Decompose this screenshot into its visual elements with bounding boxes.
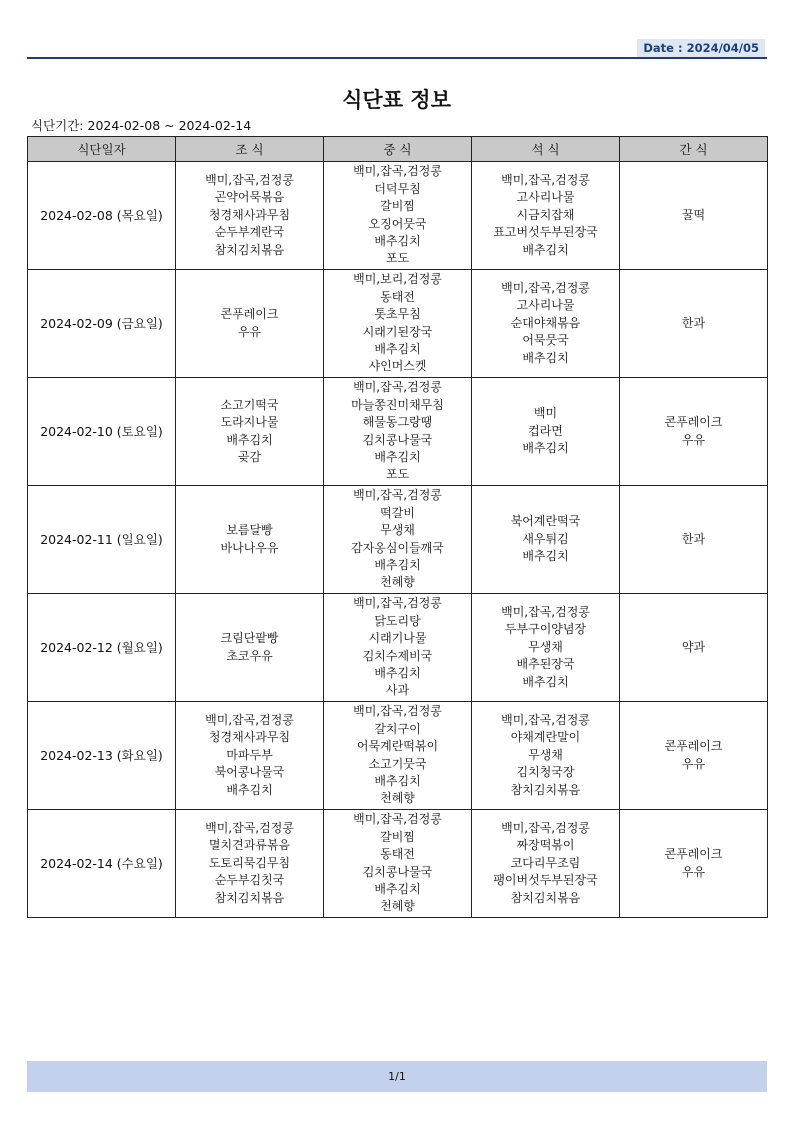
menu-item: 김치수제비국 xyxy=(362,648,433,663)
table-row xyxy=(28,270,768,378)
menu-item: 고사리나물 xyxy=(516,298,575,313)
snack-cell xyxy=(620,162,768,270)
menu-item: 김치콩나물국 xyxy=(362,432,433,447)
dinner-cell xyxy=(472,702,620,810)
menu-item: 갈비찜 xyxy=(380,199,415,214)
meal-date-cell: 2024-02-12 (월요일) xyxy=(28,594,176,702)
meal-period xyxy=(31,116,251,134)
table-row xyxy=(28,162,768,270)
menu-item: 참치김치볶음 xyxy=(510,890,581,905)
menu-item: 참치김치볶음 xyxy=(214,890,285,905)
menu-item: 콘푸레이크 xyxy=(664,847,723,862)
menu-item: 북어콩나물국 xyxy=(214,765,285,780)
meal-date-cell: 2024-02-09 (금요일) xyxy=(28,270,176,378)
menu-item: 닭도리탕 xyxy=(374,613,421,628)
dinner-cell xyxy=(472,486,620,594)
menu-item: 배추김치 xyxy=(522,674,569,689)
menu-item: 떡갈비 xyxy=(380,505,415,520)
menu-item: 배추김치 xyxy=(522,549,569,564)
menu-item: 시래기나물 xyxy=(368,631,427,646)
menu-item: 동태전 xyxy=(380,289,415,304)
menu-item: 마파두부 xyxy=(226,747,273,762)
menu-item: 표고버섯두부된장국 xyxy=(493,225,598,240)
menu-item: 배추김치 xyxy=(374,665,421,680)
menu-item: 김치콩나물국 xyxy=(362,864,433,879)
menu-item: 배추김치 xyxy=(522,242,569,257)
menu-item: 배추된장국 xyxy=(516,657,575,672)
menu-item: 무생채 xyxy=(528,747,563,762)
menu-item: 감자옹심이들깨국 xyxy=(351,540,444,555)
menu-item: 백미,잡곡,검정콩 xyxy=(353,596,442,611)
menu-item: 마늘쫑진미채무침 xyxy=(351,397,444,412)
header-divider xyxy=(27,57,767,59)
menu-item: 꿀떡 xyxy=(681,207,706,222)
menu-item: 참치김치볶음 xyxy=(510,782,581,797)
menu-item: 샤인머스켓 xyxy=(368,359,427,374)
menu-item: 우유 xyxy=(681,756,706,771)
menu-item: 고사리나물 xyxy=(516,190,575,205)
menu-item: 어묵계란떡볶이 xyxy=(356,739,439,754)
menu-item: 도라지나물 xyxy=(220,415,279,430)
menu-item: 순두부계란국 xyxy=(214,225,285,240)
column-header-lunch: 중 식 xyxy=(324,137,472,162)
menu-item: 소고기떡국 xyxy=(220,397,279,412)
menu-item: 곤약어묵볶음 xyxy=(214,190,285,205)
snack-cell xyxy=(620,486,768,594)
menu-item: 초코우유 xyxy=(226,648,273,663)
snack-cell xyxy=(620,594,768,702)
dinner-cell xyxy=(472,162,620,270)
breakfast-cell xyxy=(176,486,324,594)
menu-item: 한과 xyxy=(681,531,706,546)
menu-item: 청경채사과무침 xyxy=(208,730,291,745)
snack-cell xyxy=(620,702,768,810)
menu-item: 김치청국장 xyxy=(516,765,575,780)
menu-item: 무생채 xyxy=(528,639,563,654)
breakfast-cell xyxy=(176,162,324,270)
lunch-cell xyxy=(324,378,472,486)
breakfast-cell xyxy=(176,378,324,486)
menu-item: 동태전 xyxy=(380,847,415,862)
menu-item: 더덕무침 xyxy=(374,181,421,196)
menu-item: 배추김치 xyxy=(374,233,421,248)
menu-item: 백미,잡곡,검정콩 xyxy=(501,280,590,295)
dinner-cell xyxy=(472,810,620,918)
menu-item: 백미,잡곡,검정콩 xyxy=(353,812,442,827)
menu-item: 백미,잡곡,검정콩 xyxy=(501,712,590,727)
breakfast-cell xyxy=(176,594,324,702)
menu-item: 백미,잡곡,검정콩 xyxy=(205,712,294,727)
menu-item: 배추김치 xyxy=(374,557,421,572)
meal-period-label: 식단기간: xyxy=(31,118,84,133)
lunch-cell xyxy=(324,270,472,378)
menu-item: 배추김치 xyxy=(226,782,273,797)
page-number: 1/1 xyxy=(388,1070,406,1083)
table-row xyxy=(28,702,768,810)
menu-item: 갈치구이 xyxy=(374,721,421,736)
menu-item: 포도 xyxy=(385,251,410,266)
lunch-cell xyxy=(324,810,472,918)
table-row xyxy=(28,594,768,702)
meal-date-cell: 2024-02-13 (화요일) xyxy=(28,702,176,810)
table-row xyxy=(28,810,768,918)
meal-date-cell: 2024-02-14 (수요일) xyxy=(28,810,176,918)
menu-item: 사과 xyxy=(385,683,410,698)
menu-item: 배추김치 xyxy=(522,441,569,456)
menu-item: 갈비찜 xyxy=(380,829,415,844)
dinner-cell xyxy=(472,594,620,702)
menu-item: 도토리묵김무침 xyxy=(208,855,291,870)
menu-item: 백미,잡곡,검정콩 xyxy=(205,820,294,835)
menu-item: 콘푸레이크 xyxy=(220,307,279,322)
menu-item: 백미,잡곡,검정콩 xyxy=(501,604,590,619)
meal-table-body xyxy=(28,162,768,918)
menu-item: 약과 xyxy=(681,639,706,654)
menu-item: 우유 xyxy=(681,432,706,447)
menu-item: 천혜향 xyxy=(380,899,415,914)
lunch-cell xyxy=(324,162,472,270)
menu-item: 어묵뭇국 xyxy=(522,333,569,348)
table-row xyxy=(28,486,768,594)
menu-item: 두부구이양념장 xyxy=(504,622,587,637)
menu-item: 콘푸레이크 xyxy=(664,739,723,754)
menu-item: 천혜향 xyxy=(380,791,415,806)
menu-item: 팽이버섯두부된장국 xyxy=(493,873,598,888)
menu-item: 오징어뭇국 xyxy=(368,216,427,231)
dinner-cell xyxy=(472,270,620,378)
page-title: 식단표 정보 xyxy=(342,88,451,112)
menu-item: 북어계란떡국 xyxy=(510,514,581,529)
menu-item: 새우튀김 xyxy=(522,531,569,546)
menu-item: 백미,잡곡,검정콩 xyxy=(501,172,590,187)
menu-item: 콘푸레이크 xyxy=(664,415,723,430)
page-footer xyxy=(27,1061,767,1092)
menu-item: 순두부김칫국 xyxy=(214,873,285,888)
menu-item: 순대야채볶음 xyxy=(510,315,581,330)
menu-item: 청경채사과무침 xyxy=(208,207,291,222)
menu-item: 우유 xyxy=(237,324,262,339)
lunch-cell xyxy=(324,486,472,594)
meal-table xyxy=(27,136,768,918)
menu-item: 배추김치 xyxy=(374,449,421,464)
column-header-snack: 간 식 xyxy=(620,137,768,162)
lunch-cell xyxy=(324,702,472,810)
meal-date-cell: 2024-02-08 (목요일) xyxy=(28,162,176,270)
menu-item: 무생채 xyxy=(380,523,415,538)
menu-item: 컵라면 xyxy=(528,423,563,438)
menu-item: 보름달빵 xyxy=(226,523,273,538)
meal-date-cell: 2024-02-11 (일요일) xyxy=(28,486,176,594)
dinner-cell xyxy=(472,378,620,486)
menu-item: 배추김치 xyxy=(374,773,421,788)
menu-item: 백미,잡곡,검정콩 xyxy=(353,704,442,719)
menu-item: 시금치잡채 xyxy=(516,207,575,222)
menu-item: 한과 xyxy=(681,315,706,330)
menu-item: 백미 xyxy=(533,406,558,421)
meal-date-cell: 2024-02-10 (토요일) xyxy=(28,378,176,486)
menu-item: 포도 xyxy=(385,467,410,482)
menu-item: 배추김치 xyxy=(522,350,569,365)
menu-item: 배추김치 xyxy=(374,341,421,356)
snack-cell xyxy=(620,810,768,918)
print-date-badge: Date : 2024/04/05 xyxy=(637,39,765,57)
column-header-date: 식단일자 xyxy=(28,137,176,162)
menu-item: 톳초무침 xyxy=(374,307,421,322)
menu-item: 야채계란말이 xyxy=(510,730,581,745)
column-header-breakfast: 조 식 xyxy=(176,137,324,162)
menu-item: 참치김치볶음 xyxy=(214,242,285,257)
menu-item: 소고기뭇국 xyxy=(368,756,427,771)
menu-item: 해물동그랑땡 xyxy=(362,415,433,430)
table-row xyxy=(28,378,768,486)
menu-item: 시래기된장국 xyxy=(362,324,433,339)
menu-item: 짜장떡볶이 xyxy=(516,838,575,853)
menu-item: 배추김치 xyxy=(374,881,421,896)
menu-item: 코다리무조림 xyxy=(510,855,581,870)
lunch-cell xyxy=(324,594,472,702)
menu-item: 백미,잡곡,검정콩 xyxy=(353,380,442,395)
breakfast-cell xyxy=(176,702,324,810)
menu-item: 백미,보리,검정콩 xyxy=(353,272,442,287)
menu-item: 배추김치 xyxy=(226,432,273,447)
menu-item: 크림단팥빵 xyxy=(220,631,279,646)
menu-item: 곶감 xyxy=(237,449,262,464)
breakfast-cell xyxy=(176,270,324,378)
menu-item: 백미,잡곡,검정콩 xyxy=(205,172,294,187)
breakfast-cell xyxy=(176,810,324,918)
menu-item: 백미,잡곡,검정콩 xyxy=(353,488,442,503)
menu-item: 우유 xyxy=(681,864,706,879)
menu-item: 백미,잡곡,검정콩 xyxy=(501,820,590,835)
snack-cell xyxy=(620,378,768,486)
menu-item: 바나나우유 xyxy=(220,540,279,555)
snack-cell xyxy=(620,270,768,378)
meal-period-range: 2024-02-08 ~ 2024-02-14 xyxy=(87,118,252,133)
menu-item: 백미,잡곡,검정콩 xyxy=(353,164,442,179)
menu-item: 천혜향 xyxy=(380,575,415,590)
table-header-row xyxy=(28,137,768,162)
column-header-dinner: 석 식 xyxy=(472,137,620,162)
menu-item: 멸치견과류볶음 xyxy=(208,838,291,853)
